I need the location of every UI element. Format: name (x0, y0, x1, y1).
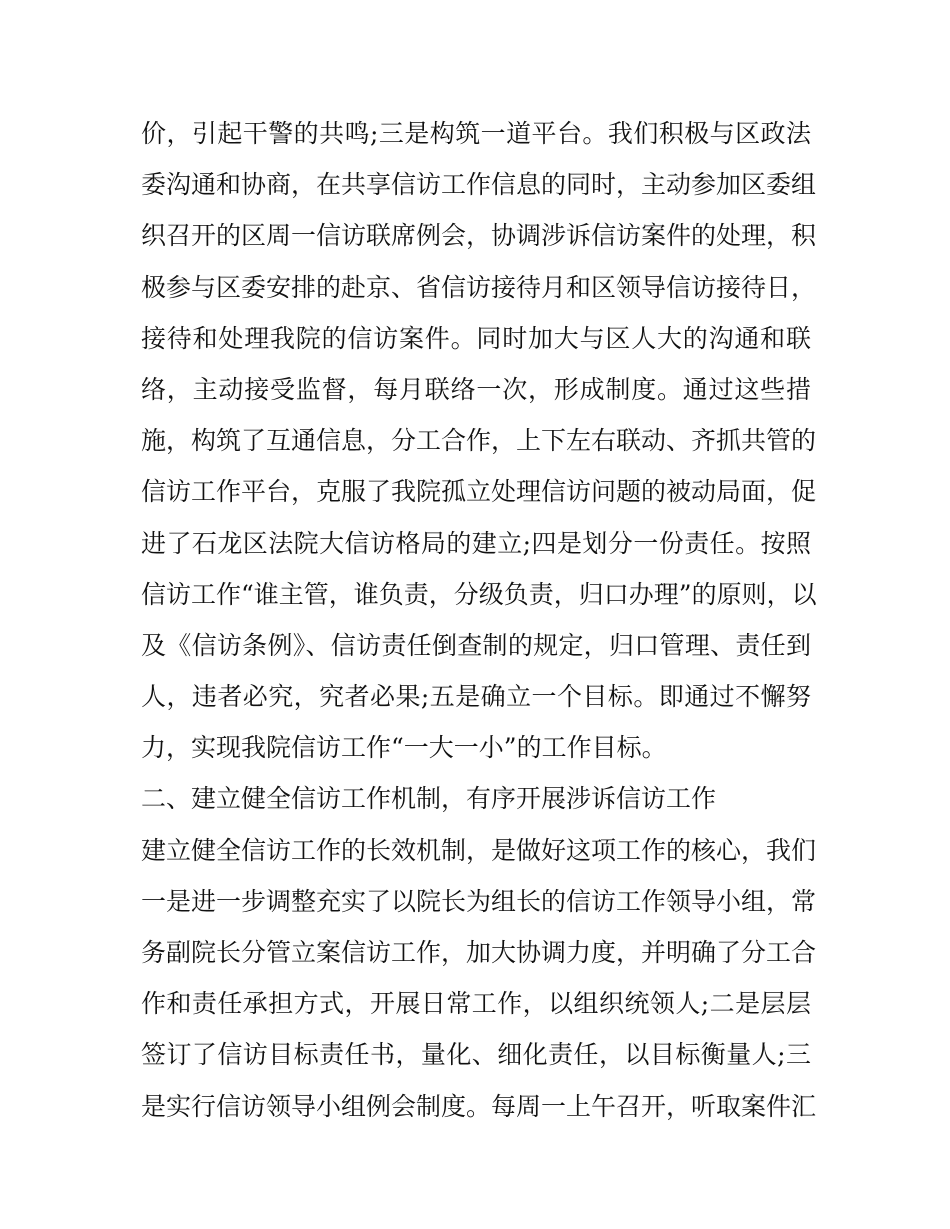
text-line-20: 是实行信访领导小组例会制度。每周一上午召开，听取案件汇 (141, 1091, 817, 1121)
text-line-12: 人，违者必究，究者必果;五是确立一个目标。即通过不懈努 (141, 682, 811, 712)
text-line-1: 价，引起干警的共鸣;三是构筑一道平台。我们积极与区政法 (141, 119, 811, 148)
body-text (141, 108, 821, 1132)
text-line-17: 务副院长分管立案信访工作，加大协调力度，并明确了分工合 (141, 938, 817, 967)
text-line-13: 力，实现我院信访工作“一大一小”的工作目标。 (141, 733, 667, 763)
section-heading: 二、建立健全信访工作机制，有序开展涉诉信访工作 (141, 784, 717, 814)
text-line-15: 建立健全信访工作的长效机制，是做好这项工作的核心，我们 (141, 835, 817, 865)
text-line-18: 作和责任承担方式，开展日常工作，以组织统领人;二是层层 (141, 989, 811, 1019)
text-line-4: 极参与区委安排的赴京、省信访接待月和区领导信访接待日， (141, 272, 817, 302)
text-line-10: 信访工作“谁主管，谁负责，分级负责，归口办理”的原则，以 (141, 579, 817, 609)
text-line-3: 织召开的区周一信访联席例会，协调涉诉信访案件的处理，积 (141, 221, 817, 251)
text-line-11: 及《信访条例》、信访责任倒查制的规定，归口管理、责任到 (141, 630, 811, 660)
text-line-2: 委沟通和协商，在共享信访工作信息的同时，主动参加区委组 (141, 170, 817, 200)
text-line-5: 接待和处理我院的信访案件。同时加大与区人大的沟通和联 (141, 323, 811, 353)
text-line-6: 络，主动接受监督，每月联络一次，形成制度。通过这些措 (141, 374, 811, 404)
text-line-9: 进了石龙区法院大信访格局的建立;四是划分一份责任。按照 (141, 528, 811, 558)
text-line-16: 一是进一步调整充实了以院长为组长的信访工作领导小组，常 (141, 886, 817, 916)
text-line-7: 施，构筑了互通信息，分工合作，上下左右联动、齐抓共管的 (141, 426, 817, 456)
text-line-8: 信访工作平台，克服了我院孤立处理信访问题的被动局面，促 (141, 477, 817, 507)
text-line-19: 签订了信访目标责任书，量化、细化责任，以目标衡量人;三 (141, 1040, 811, 1070)
